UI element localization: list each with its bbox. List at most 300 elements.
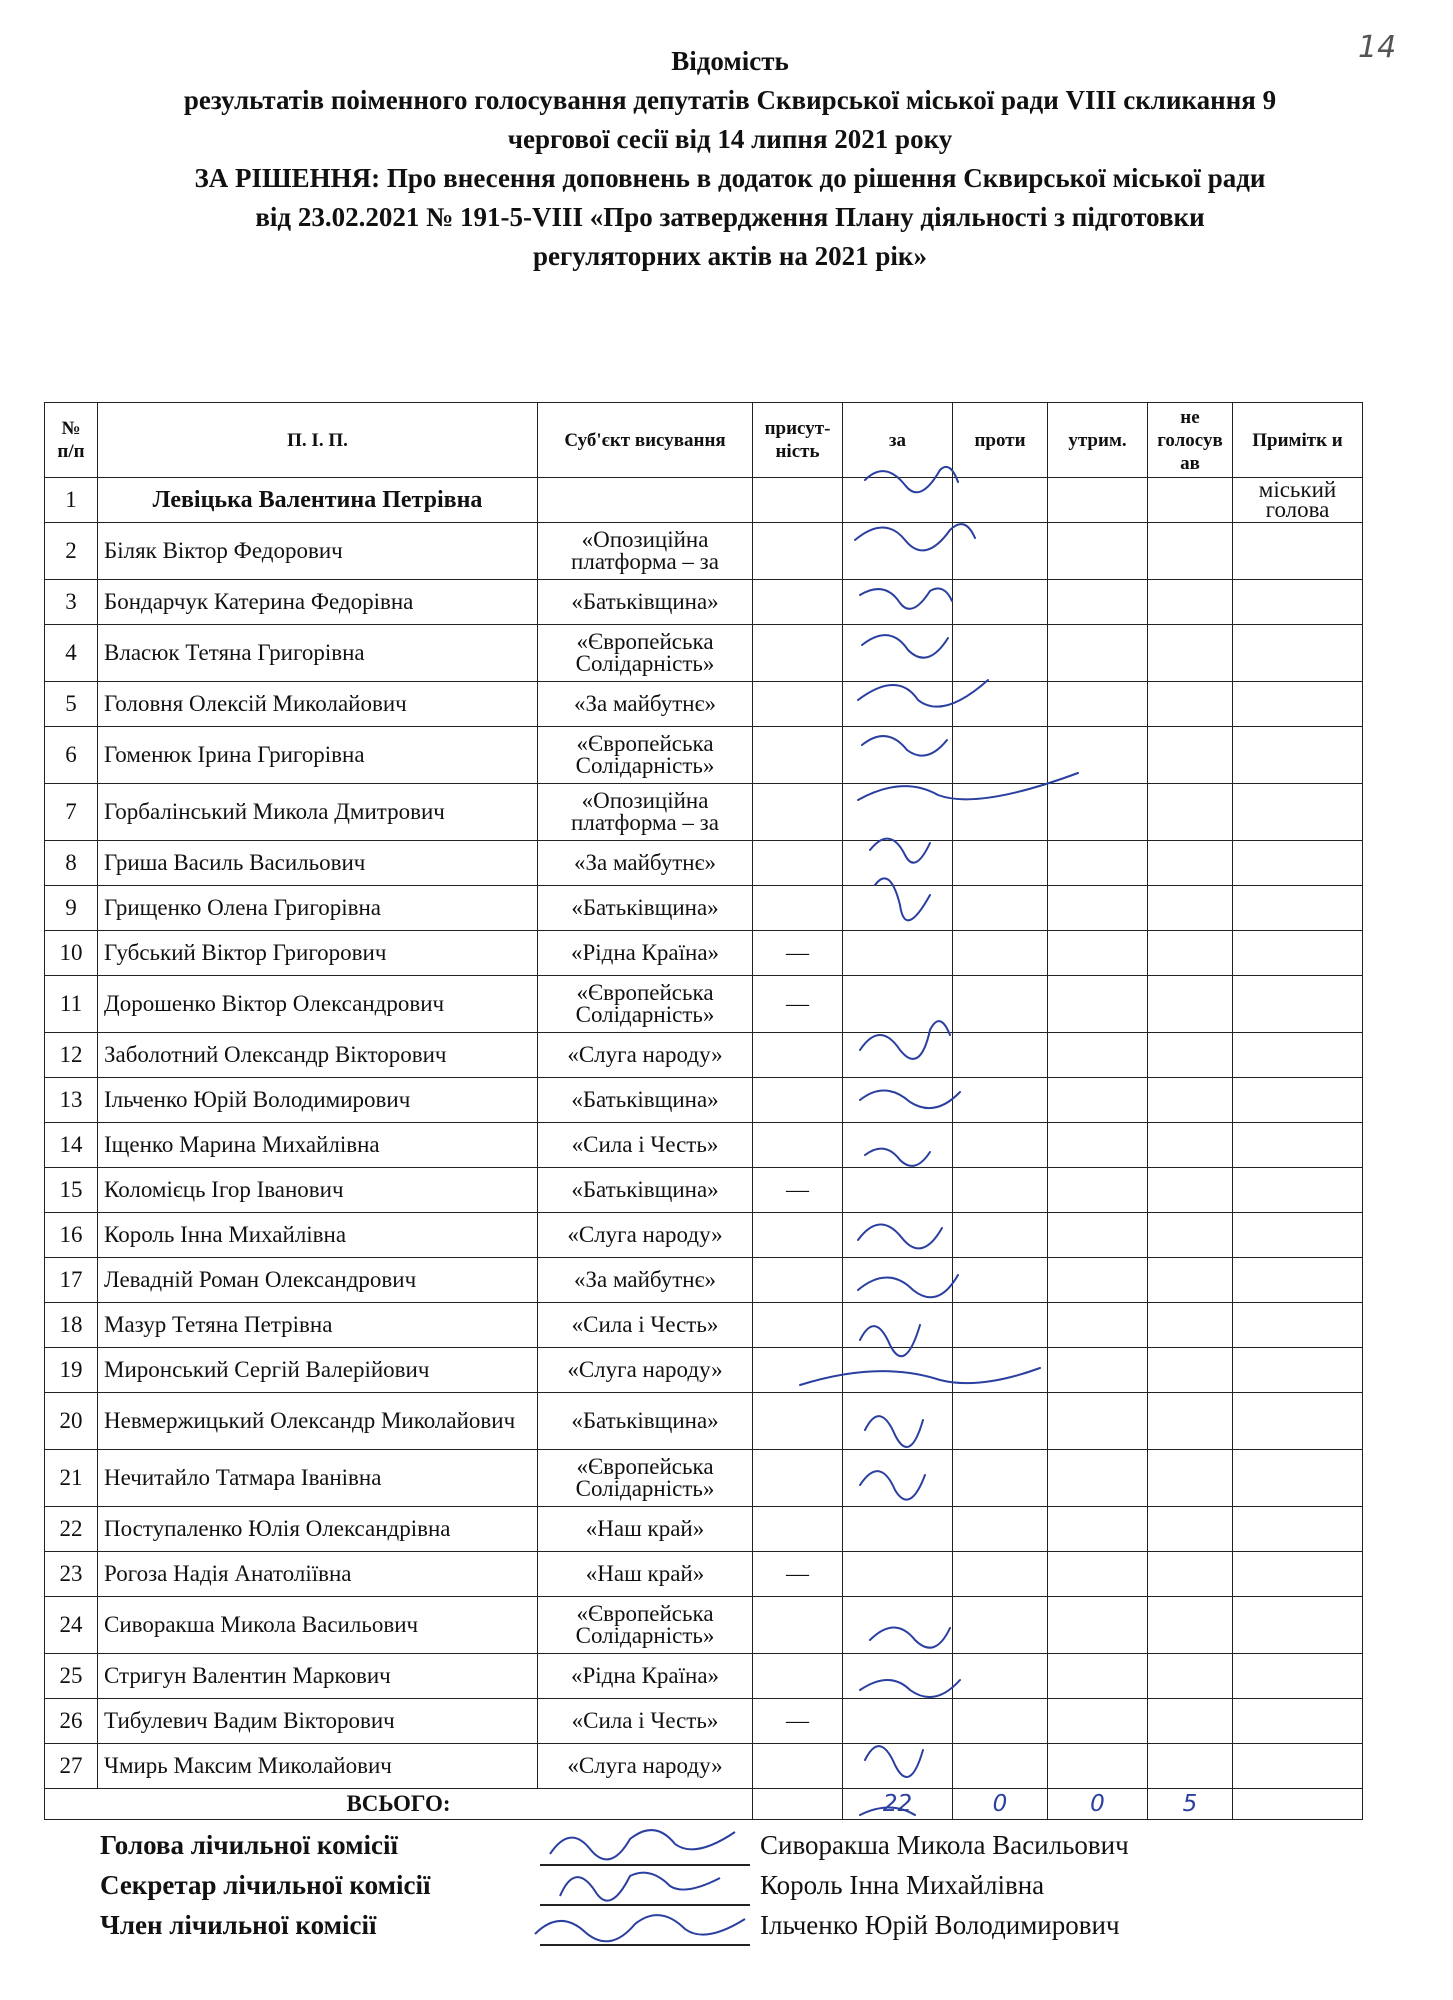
- signatures-block: [100, 1830, 1400, 1950]
- row-num: 4: [45, 625, 98, 682]
- table-row: [45, 1258, 1363, 1303]
- row-against: [953, 886, 1048, 931]
- row-num: 23: [45, 1552, 98, 1597]
- table-row: [45, 886, 1363, 931]
- table-row: [45, 580, 1363, 625]
- row-party: «Наш край»: [538, 1507, 753, 1552]
- row-name: Власюк Тетяна Григорівна: [98, 625, 538, 682]
- row-name: Стригун Валентин Маркович: [98, 1654, 538, 1699]
- row-party: «Сила і Честь»: [538, 1699, 753, 1744]
- header-num: № п/п: [45, 403, 98, 478]
- row-name: Бондарчук Катерина Федорівна: [98, 580, 538, 625]
- row-name: Миронський Сергій Валерійович: [98, 1348, 538, 1393]
- voting-table: [44, 402, 1363, 1820]
- row-present: [753, 682, 843, 727]
- row-party: «За майбутнє»: [538, 682, 753, 727]
- row-num: 7: [45, 784, 98, 841]
- document-title: Відомість: [671, 46, 789, 76]
- row-note: [1233, 1168, 1363, 1213]
- row-not-voted: [1148, 1507, 1233, 1552]
- row-party: «Слуга народу»: [538, 1744, 753, 1789]
- row-note: [1233, 625, 1363, 682]
- row-num: 5: [45, 682, 98, 727]
- row-name: Ільченко Юрій Володимирович: [98, 1078, 538, 1123]
- signature-role: Голова лічильної комісії: [100, 1830, 398, 1860]
- row-num: 11: [45, 976, 98, 1033]
- row-note: [1233, 1123, 1363, 1168]
- row-against: [953, 1597, 1048, 1654]
- row-for: [843, 1213, 953, 1258]
- table-row: [45, 841, 1363, 886]
- row-not-voted: [1148, 523, 1233, 580]
- row-abstain: [1048, 478, 1148, 523]
- row-for: [843, 1258, 953, 1303]
- row-party: «Опозиційна платформа – за: [538, 523, 753, 580]
- row-num: 2: [45, 523, 98, 580]
- table-row: [45, 1552, 1363, 1597]
- row-note: [1233, 1393, 1363, 1450]
- handwritten-signature: [530, 1864, 750, 1909]
- table-row: [45, 1168, 1363, 1213]
- row-abstain: [1048, 1258, 1148, 1303]
- row-not-voted: [1148, 841, 1233, 886]
- total-note: [1233, 1789, 1363, 1820]
- row-note: [1233, 580, 1363, 625]
- row-abstain: [1048, 1033, 1148, 1078]
- row-abstain: [1048, 1078, 1148, 1123]
- row-abstain: [1048, 682, 1148, 727]
- row-num: 13: [45, 1078, 98, 1123]
- row-party: «Європейська Солідарність»: [538, 976, 753, 1033]
- row-name: Горбалінський Микола Дмитрович: [98, 784, 538, 841]
- total-not-voted: 5: [1148, 1789, 1233, 1820]
- row-abstain: [1048, 1348, 1148, 1393]
- row-present: [753, 1393, 843, 1450]
- row-not-voted: [1148, 931, 1233, 976]
- row-against: [953, 1213, 1048, 1258]
- row-not-voted: [1148, 976, 1233, 1033]
- row-abstain: [1048, 1699, 1148, 1744]
- row-num: 26: [45, 1699, 98, 1744]
- row-for: [843, 523, 953, 580]
- row-note: [1233, 1303, 1363, 1348]
- row-for: [843, 1744, 953, 1789]
- row-num: 24: [45, 1597, 98, 1654]
- row-present: —: [753, 931, 843, 976]
- row-num: 10: [45, 931, 98, 976]
- row-present: [753, 1078, 843, 1123]
- row-party: «За майбутнє»: [538, 841, 753, 886]
- handwritten-signature: [530, 1824, 750, 1869]
- row-against: [953, 976, 1048, 1033]
- row-note: [1233, 976, 1363, 1033]
- row-for: [843, 1348, 953, 1393]
- row-note: [1233, 1699, 1363, 1744]
- header-party: Суб'єкт висування: [538, 403, 753, 478]
- row-present: [753, 841, 843, 886]
- row-note: [1233, 931, 1363, 976]
- table-row: [45, 625, 1363, 682]
- row-num: 22: [45, 1507, 98, 1552]
- row-party: [538, 478, 753, 523]
- row-name: Іщенко Марина Михайлівна: [98, 1123, 538, 1168]
- table-row: [45, 1597, 1363, 1654]
- row-abstain: [1048, 1168, 1148, 1213]
- decision-line-1: ЗА РІШЕННЯ: Про внесення доповнень в додаток до рішення Сквирської міської ради: [194, 163, 1266, 193]
- row-name: Головня Олексій Миколайович: [98, 682, 538, 727]
- table-row: [45, 682, 1363, 727]
- row-not-voted: [1148, 625, 1233, 682]
- row-party: «Батьківщина»: [538, 1168, 753, 1213]
- row-note: [1233, 1078, 1363, 1123]
- row-abstain: [1048, 625, 1148, 682]
- table-row: [45, 1450, 1363, 1507]
- row-party: «Слуга народу»: [538, 1348, 753, 1393]
- row-name: Король Інна Михайлівна: [98, 1213, 538, 1258]
- row-name: Біляк Віктор Федорович: [98, 523, 538, 580]
- row-for: [843, 784, 953, 841]
- header-present: присут-ність: [753, 403, 843, 478]
- row-not-voted: [1148, 1258, 1233, 1303]
- handwritten-signature: [530, 1904, 760, 1949]
- table-row: [45, 931, 1363, 976]
- row-present: [753, 1507, 843, 1552]
- row-party: «Батьківщина»: [538, 1393, 753, 1450]
- row-not-voted: [1148, 1123, 1233, 1168]
- table-row: [45, 1348, 1363, 1393]
- row-abstain: [1048, 1213, 1148, 1258]
- table-row: [45, 1507, 1363, 1552]
- table-row: [45, 1654, 1363, 1699]
- row-against: [953, 931, 1048, 976]
- row-against: [953, 727, 1048, 784]
- row-against: [953, 1348, 1048, 1393]
- row-present: —: [753, 1168, 843, 1213]
- row-name: Нечитайло Татмара Іванівна: [98, 1450, 538, 1507]
- row-for: [843, 625, 953, 682]
- row-name: Заболотний Олександр Вікторович: [98, 1033, 538, 1078]
- row-present: [753, 784, 843, 841]
- row-note: [1233, 727, 1363, 784]
- row-abstain: [1048, 1552, 1148, 1597]
- header-not-voted: не голосув ав: [1148, 403, 1233, 478]
- row-present: [753, 625, 843, 682]
- row-num: 21: [45, 1450, 98, 1507]
- total-row: [45, 1789, 1363, 1820]
- row-abstain: [1048, 1303, 1148, 1348]
- table-row: [45, 1033, 1363, 1078]
- row-party: «За майбутнє»: [538, 1258, 753, 1303]
- row-for: [843, 478, 953, 523]
- row-not-voted: [1148, 1303, 1233, 1348]
- row-against: [953, 625, 1048, 682]
- row-against: [953, 1654, 1048, 1699]
- row-abstain: [1048, 727, 1148, 784]
- row-num: 16: [45, 1213, 98, 1258]
- row-present: [753, 1213, 843, 1258]
- header-note: Примітк и: [1233, 403, 1363, 478]
- row-against: [953, 1033, 1048, 1078]
- row-against: [953, 1168, 1048, 1213]
- row-for: [843, 1393, 953, 1450]
- row-party: «Батьківщина»: [538, 886, 753, 931]
- row-party: «Батьківщина»: [538, 1078, 753, 1123]
- total-against: 0: [953, 1789, 1048, 1820]
- row-present: [753, 1597, 843, 1654]
- row-for: [843, 580, 953, 625]
- signature-name: Король Інна Михайлівна: [760, 1870, 1045, 1900]
- row-for: [843, 1078, 953, 1123]
- row-abstain: [1048, 931, 1148, 976]
- row-present: [753, 523, 843, 580]
- row-present: [753, 1258, 843, 1303]
- row-not-voted: [1148, 478, 1233, 523]
- signature-name: Ільченко Юрій Володимирович: [760, 1910, 1120, 1940]
- row-note: [1233, 1348, 1363, 1393]
- row-abstain: [1048, 1507, 1148, 1552]
- row-for: [843, 1699, 953, 1744]
- table-header-row: [45, 403, 1363, 478]
- row-present: [753, 1744, 843, 1789]
- row-party: «Європейська Солідарність»: [538, 1597, 753, 1654]
- row-num: 6: [45, 727, 98, 784]
- row-name: Левадній Роман Олександрович: [98, 1258, 538, 1303]
- row-party: «Батьківщина»: [538, 580, 753, 625]
- row-for: [843, 1450, 953, 1507]
- row-num: 20: [45, 1393, 98, 1450]
- row-name: Губський Віктор Григорович: [98, 931, 538, 976]
- row-present: [753, 886, 843, 931]
- row-name: Грищенко Олена Григорівна: [98, 886, 538, 931]
- row-against: [953, 580, 1048, 625]
- row-note: [1233, 1213, 1363, 1258]
- row-note: [1233, 1258, 1363, 1303]
- row-note: [1233, 841, 1363, 886]
- row-present: [753, 1348, 843, 1393]
- table-row: [45, 523, 1363, 580]
- signature-role: Член лічильної комісії: [100, 1910, 377, 1940]
- row-for: [843, 1123, 953, 1168]
- row-not-voted: [1148, 1552, 1233, 1597]
- row-for: [843, 976, 953, 1033]
- row-note: [1233, 1597, 1363, 1654]
- table-row: [45, 1213, 1363, 1258]
- row-present: [753, 1033, 843, 1078]
- row-name: Дорошенко Віктор Олександрович: [98, 976, 538, 1033]
- signature-name: Сиворакша Микола Васильович: [760, 1830, 1129, 1860]
- row-against: [953, 1078, 1048, 1123]
- row-party: «Європейська Солідарність»: [538, 1450, 753, 1507]
- row-name: Тибулевич Вадим Вікторович: [98, 1699, 538, 1744]
- row-abstain: [1048, 841, 1148, 886]
- signature-role: Секретар лічильної комісії: [100, 1870, 431, 1900]
- header-name: П. І. П.: [98, 403, 538, 478]
- row-against: [953, 1303, 1048, 1348]
- row-present: —: [753, 1699, 843, 1744]
- row-against: [953, 1258, 1048, 1303]
- row-present: [753, 1450, 843, 1507]
- row-against: [953, 1450, 1048, 1507]
- row-note: [1233, 523, 1363, 580]
- row-num: 25: [45, 1654, 98, 1699]
- table-row: [45, 1699, 1363, 1744]
- row-for: [843, 1507, 953, 1552]
- page-number: 14: [1358, 30, 1397, 65]
- row-against: [953, 1393, 1048, 1450]
- row-party: «Сила і Честь»: [538, 1303, 753, 1348]
- row-party: «Рідна Країна»: [538, 1654, 753, 1699]
- row-num: 9: [45, 886, 98, 931]
- table-row: [45, 727, 1363, 784]
- row-not-voted: [1148, 886, 1233, 931]
- total-label: ВСЬОГО:: [45, 1789, 753, 1820]
- row-for: [843, 886, 953, 931]
- row-party: «Європейська Солідарність»: [538, 727, 753, 784]
- row-note: [1233, 886, 1363, 931]
- row-party: «Європейська Солідарність»: [538, 625, 753, 682]
- decision-line-2: від 23.02.2021 № 191-5-VIII «Про затвердження Плану діяльності з підготовки: [255, 202, 1205, 232]
- row-not-voted: [1148, 1033, 1233, 1078]
- row-note: [1233, 1744, 1363, 1789]
- row-note: [1233, 1654, 1363, 1699]
- row-not-voted: [1148, 1450, 1233, 1507]
- table-row: [45, 478, 1363, 523]
- row-name: Гриша Василь Васильович: [98, 841, 538, 886]
- row-party: «Сила і Честь»: [538, 1123, 753, 1168]
- row-against: [953, 1552, 1048, 1597]
- row-for: [843, 1552, 953, 1597]
- row-abstain: [1048, 523, 1148, 580]
- document-subtitle-line-2: чергової сесії від 14 липня 2021 року: [507, 124, 953, 154]
- row-not-voted: [1148, 1168, 1233, 1213]
- row-name: Мазур Тетяна Петрівна: [98, 1303, 538, 1348]
- total-abstain: 0: [1048, 1789, 1148, 1820]
- row-not-voted: [1148, 1744, 1233, 1789]
- row-note: [1233, 1033, 1363, 1078]
- row-name: Чмирь Максим Миколайович: [98, 1744, 538, 1789]
- table-row: [45, 1744, 1363, 1789]
- row-not-voted: [1148, 1699, 1233, 1744]
- row-abstain: [1048, 1450, 1148, 1507]
- row-against: [953, 1507, 1048, 1552]
- row-num: 8: [45, 841, 98, 886]
- row-num: 18: [45, 1303, 98, 1348]
- row-abstain: [1048, 784, 1148, 841]
- row-num: 15: [45, 1168, 98, 1213]
- decision-line-3: регуляторних актів на 2021 рік»: [533, 241, 927, 271]
- row-abstain: [1048, 886, 1148, 931]
- header-abstain: утрим.: [1048, 403, 1148, 478]
- row-against: [953, 1123, 1048, 1168]
- table-row: [45, 1303, 1363, 1348]
- header-against: проти: [953, 403, 1048, 478]
- row-present: [753, 1303, 843, 1348]
- row-num: 17: [45, 1258, 98, 1303]
- row-not-voted: [1148, 1393, 1233, 1450]
- row-against: [953, 1699, 1048, 1744]
- row-num: 14: [45, 1123, 98, 1168]
- row-note: [1233, 1507, 1363, 1552]
- row-name: Рогоза Надія Анатоліївна: [98, 1552, 538, 1597]
- row-not-voted: [1148, 1348, 1233, 1393]
- row-name: Сиворакша Микола Васильович: [98, 1597, 538, 1654]
- row-for: [843, 727, 953, 784]
- row-note: міський голова: [1233, 478, 1363, 523]
- total-present: [753, 1789, 843, 1820]
- row-for: [843, 841, 953, 886]
- row-for: [843, 931, 953, 976]
- row-not-voted: [1148, 580, 1233, 625]
- row-against: [953, 682, 1048, 727]
- row-for: [843, 1303, 953, 1348]
- row-present: —: [753, 1552, 843, 1597]
- row-present: —: [753, 976, 843, 1033]
- document-header: [40, 42, 1420, 276]
- signature-row-chair: [100, 1830, 1400, 1870]
- row-party: «Слуга народу»: [538, 1033, 753, 1078]
- table-row: [45, 1393, 1363, 1450]
- row-name: Гоменюк Ірина Григорівна: [98, 727, 538, 784]
- row-against: [953, 478, 1048, 523]
- row-present: [753, 727, 843, 784]
- signature-row-member: [100, 1910, 1400, 1950]
- row-abstain: [1048, 1123, 1148, 1168]
- row-note: [1233, 682, 1363, 727]
- row-not-voted: [1148, 784, 1233, 841]
- table-row: [45, 976, 1363, 1033]
- row-name: Коломієць Ігор Іванович: [98, 1168, 538, 1213]
- row-num: 19: [45, 1348, 98, 1393]
- header-for: за: [843, 403, 953, 478]
- row-abstain: [1048, 976, 1148, 1033]
- row-num: 12: [45, 1033, 98, 1078]
- row-party: «Рідна Країна»: [538, 931, 753, 976]
- document-subtitle-line-1: результатів поіменного голосування депутатів Сквирської міської ради VIII скликання 9: [183, 85, 1277, 115]
- row-against: [953, 841, 1048, 886]
- row-present: [753, 1654, 843, 1699]
- row-abstain: [1048, 580, 1148, 625]
- row-note: [1233, 784, 1363, 841]
- row-for: [843, 1033, 953, 1078]
- row-not-voted: [1148, 1078, 1233, 1123]
- row-present: [753, 478, 843, 523]
- row-present: [753, 580, 843, 625]
- row-for: [843, 682, 953, 727]
- row-abstain: [1048, 1654, 1148, 1699]
- row-num: 3: [45, 580, 98, 625]
- row-abstain: [1048, 1744, 1148, 1789]
- row-name: Левіцька Валентина Петрівна: [98, 478, 538, 523]
- total-for: 22: [843, 1789, 953, 1820]
- row-name: Невмержицький Олександр Миколайович: [98, 1393, 538, 1450]
- row-party: «Слуга народу»: [538, 1213, 753, 1258]
- row-not-voted: [1148, 727, 1233, 784]
- row-not-voted: [1148, 1597, 1233, 1654]
- row-num: 1: [45, 478, 98, 523]
- row-for: [843, 1168, 953, 1213]
- row-note: [1233, 1450, 1363, 1507]
- table-row: [45, 1078, 1363, 1123]
- row-against: [953, 1744, 1048, 1789]
- row-against: [953, 523, 1048, 580]
- row-not-voted: [1148, 682, 1233, 727]
- row-party: «Опозиційна платформа – за: [538, 784, 753, 841]
- row-against: [953, 784, 1048, 841]
- row-for: [843, 1654, 953, 1699]
- row-abstain: [1048, 1393, 1148, 1450]
- row-not-voted: [1148, 1213, 1233, 1258]
- table-row: [45, 784, 1363, 841]
